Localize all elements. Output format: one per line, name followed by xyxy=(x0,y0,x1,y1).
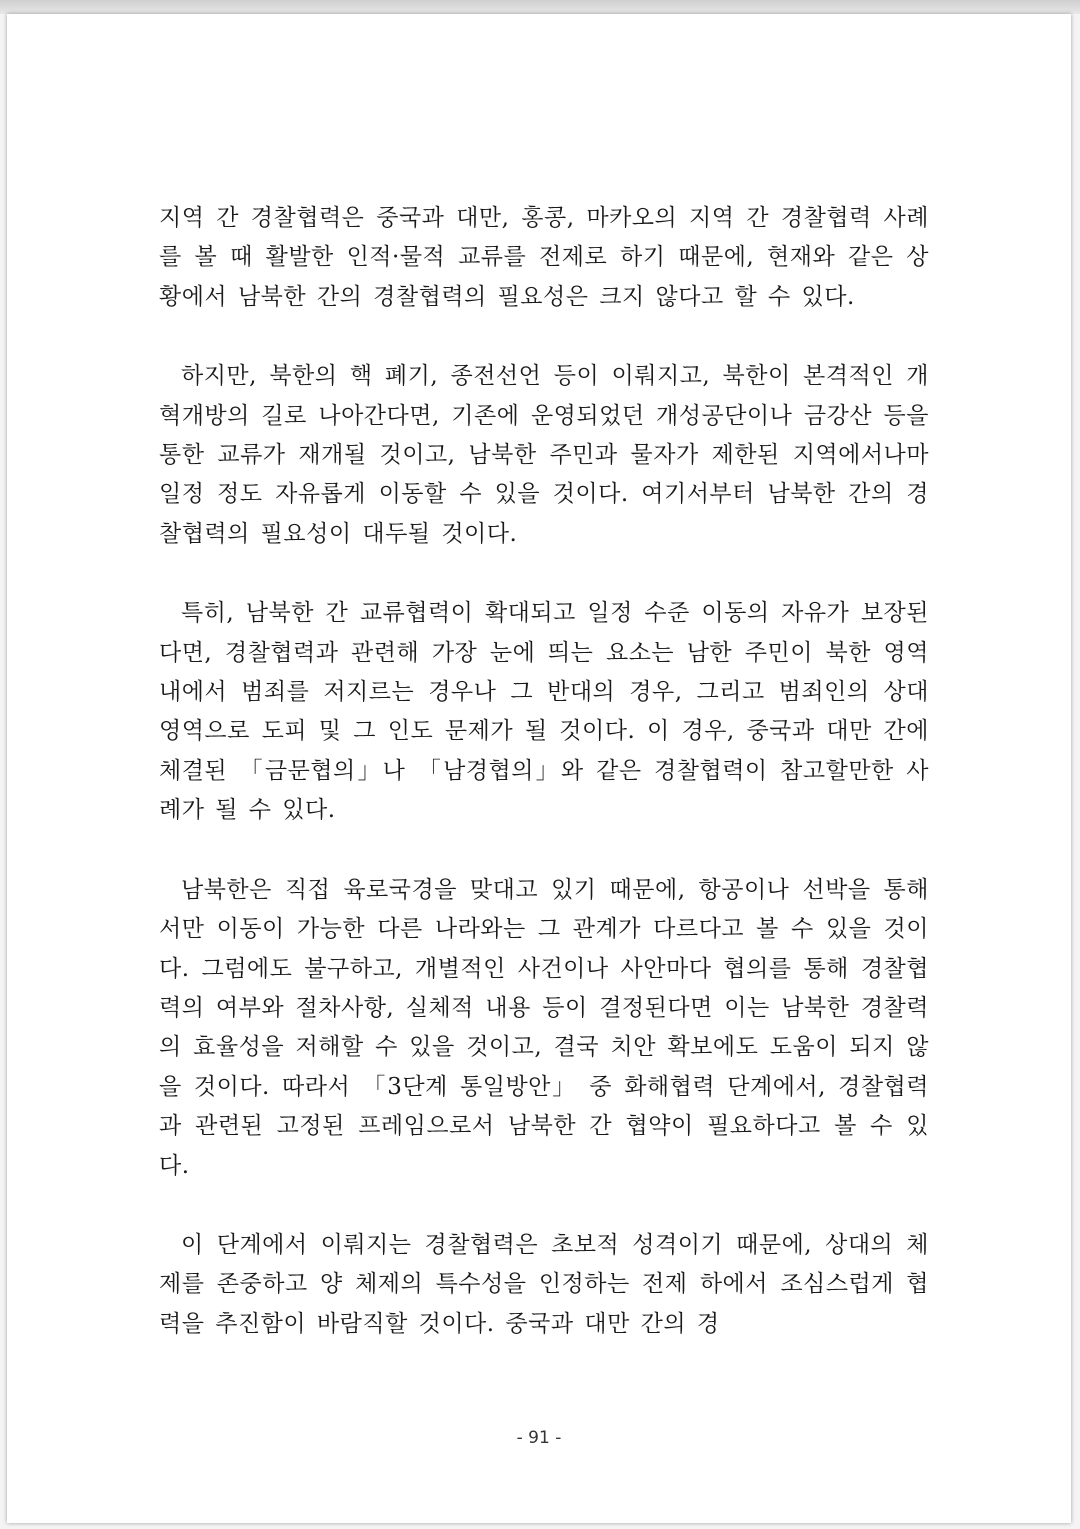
paragraph-3: 특히, 남북한 간 교류협력이 확대되고 일정 수준 이동의 자유가 보장된다면, 경찰협력과 관련해 가장 눈에 띄는 요소는 남한 주민이 북한 영역 내에서 범죄를 저지르는 경우나 그 반대의 경우, 그리고 범죄인의 상대 영역으로 도피 및 그 인도 문제가 될 것이다. 이 경우, 중국과 대만 간에 체결된 「금문협의」나 「남경협의」와 같은 경찰협력이 참고할만한 사례가 될 수 있다. xyxy=(159,600,929,824)
paragraph-2: 하지만, 북한의 핵 폐기, 종전선언 등이 이뤄지고, 북한이 본격적인 개혁개방의 길로 나아간다면, 기존에 운영되었던 개성공단이나 금강산 등을 통한 교류가 재개될 것이고, 남북한 주민과 물자가 제한된 지역에서나마 일정 정도 자유롭게 이동할 수 있을 것이다. 여기서부터 남북한 간의 경찰협력의 필요성이 대두될 것이다. xyxy=(159,363,929,547)
viewer-top-bar xyxy=(0,0,1080,14)
paragraph-1: 지역 간 경찰협력은 중국과 대만, 홍콩, 마카오의 지역 간 경찰협력 사례를 볼 때 활발한 인적·물적 교류를 전제로 하기 때문에, 현재와 같은 상황에서 남북한 간의 경찰협력의 필요성은 크지 않다고 할 수 있다. xyxy=(159,205,929,310)
document-page xyxy=(7,14,1071,1523)
paragraph-5: 이 단계에서 이뤄지는 경찰협력은 초보적 성격이기 때문에, 상대의 체제를 존중하고 양 체제의 특수성을 인정하는 전제 하에서 조심스럽게 협력을 추진함이 바람직할 것이다. 중국과 대만 간의 경 xyxy=(159,1231,929,1337)
paragraph-4: 남북한은 직접 육로국경을 맞대고 있기 때문에, 항공이나 선박을 통해서만 이동이 가능한 다른 나라와는 그 관계가 다르다고 볼 수 있을 것이다. 그럼에도 불구하고, 개별적인 사건이나 사안마다 협의를 통해 경찰협력의 여부와 절차사항, 실체적 내용 등이 결정된다면 이는 남북한 경찰력의 효율성을 저해할 수 있을 것이고, 결국 치안 확보에도 도움이 되지 않을 것이다. 따라서 「3단계 통일방안」 중 화해협력 단계에서, 경찰협력과 관련된 고정된 프레임으로서 남북한 간 협약이 필요하다고 볼 수 있다. xyxy=(159,876,929,1179)
page-number: - 91 - xyxy=(516,1428,562,1448)
document-body xyxy=(159,199,929,1384)
